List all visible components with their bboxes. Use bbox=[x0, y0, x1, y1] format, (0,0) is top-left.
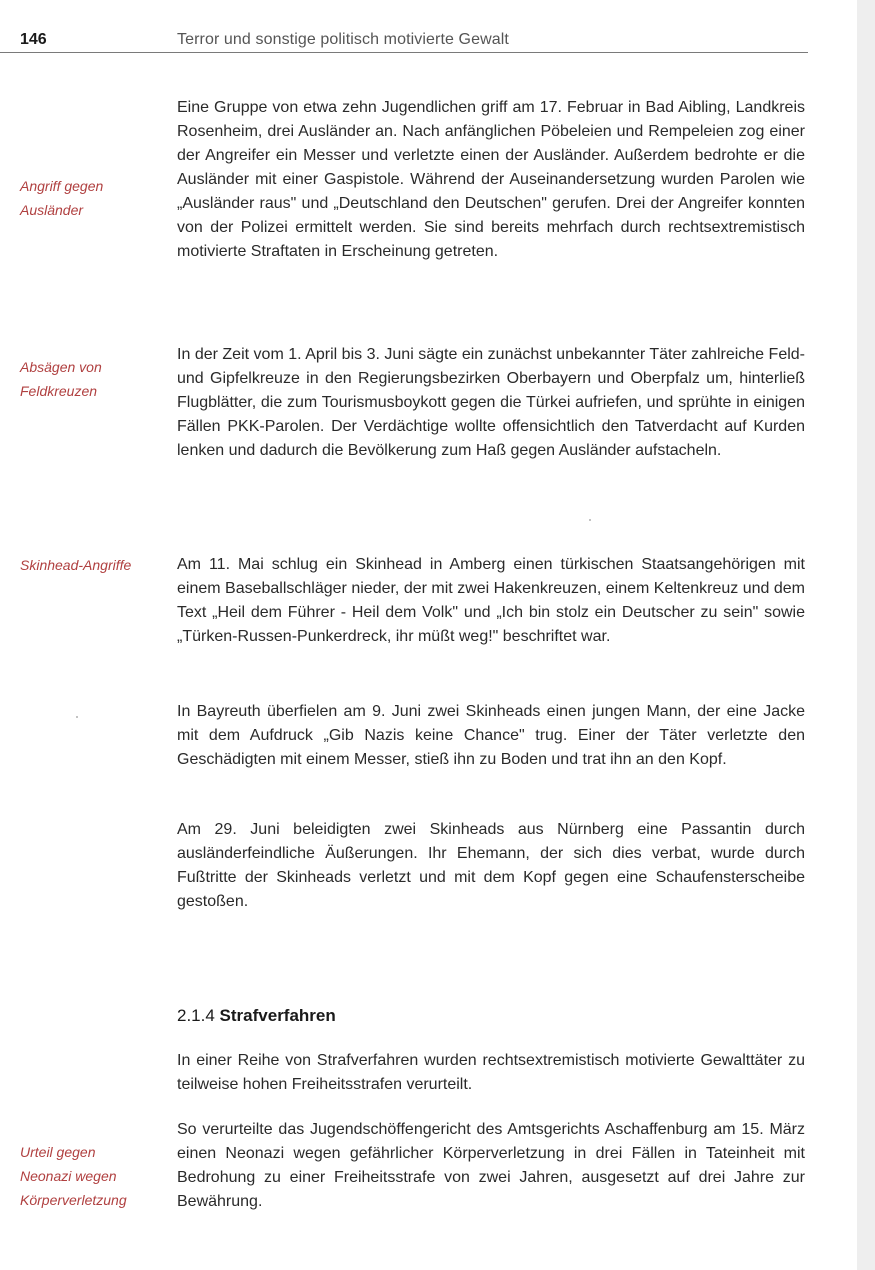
margin-note-angriff bbox=[20, 174, 170, 222]
paragraph-amberg bbox=[177, 553, 805, 649]
paragraph-angriff bbox=[177, 96, 805, 264]
margin-note-line: Körperverletzung bbox=[20, 1192, 127, 1208]
margin-note-line: Skinhead-Angriffe bbox=[20, 557, 132, 573]
paragraph-nuernberg bbox=[177, 818, 805, 914]
margin-note-line: Absägen von bbox=[20, 359, 102, 375]
section-number: 2.1.4 bbox=[177, 1006, 215, 1025]
margin-note-skinhead bbox=[20, 553, 170, 577]
section-heading bbox=[177, 1006, 336, 1026]
paragraph-text: Eine Gruppe von etwa zehn Jugendlichen griff am 17. Februar in Bad Aibling, Landkreis Rosenheim, drei Ausländer an. Nach anfänglichen Pöbeleien und Rempeleien zog einer der Angreifer ein Messer und verletzte einen der Ausländer. Außerdem bedrohte er die Ausländer mit einer Gaspistole. Während der Auseinandersetzung wurden Parolen wie „Ausländer raus" und „Deutschland den Deutschen" gerufen. Drei der Angreifer konnten von der Polizei ermittelt werden. Sie sind bereits mehrfach durch rechtsextremistisch motivierte Straftaten in Erscheinung getreten. bbox=[177, 99, 805, 260]
running-title: Terror und sonstige politisch motivierte Gewalt bbox=[177, 31, 509, 48]
paragraph-bayreuth bbox=[177, 700, 805, 772]
paragraph-text: In einer Reihe von Strafverfahren wurden rechtsextremistisch motivierte Gewalttäter zu teilweise hohen Freiheitsstrafen verurteilt. bbox=[177, 1052, 805, 1093]
page-number: 146 bbox=[20, 31, 47, 48]
scan-speck bbox=[76, 716, 78, 718]
section-title: Strafverfahren bbox=[219, 1006, 336, 1025]
page-header bbox=[0, 0, 808, 53]
margin-note-line: Neonazi wegen bbox=[20, 1168, 117, 1184]
margin-note-line: Ausländer bbox=[20, 202, 84, 218]
margin-note-line: Urteil gegen bbox=[20, 1144, 96, 1160]
margin-note-line: Feldkreuzen bbox=[20, 383, 98, 399]
paragraph-text: Am 11. Mai schlug ein Skinhead in Amberg einen türkischen Staatsangehörigen mit einem Baseballschläger nieder, der mit zwei Hakenkreuzen, einem Keltenkreuz und dem Text „Heil dem Führer - Heil dem Volk" und „Ich bin stolz ein Deutscher zu sein" sowie „Türken-Russen-Punkerdreck, ihr müßt weg!" beschriftet war. bbox=[177, 556, 805, 645]
scan-speck bbox=[589, 519, 591, 521]
margin-note-urteil bbox=[20, 1140, 170, 1212]
paragraph-urteil bbox=[177, 1118, 805, 1214]
paragraph-feldkreuze bbox=[177, 343, 805, 463]
paragraph-text: So verurteilte das Jugendschöffengericht des Amtsgerichts Aschaffenburg am 15. März einen Neonazi wegen gefährlicher Körperverletzung in drei Fällen in Tateinheit mit Bedrohung zu einer Freiheitsstrafe von zwei Jahren, ausgesetzt auf drei Jahre zur Bewährung. bbox=[177, 1121, 805, 1210]
paragraph-strafverfahren-intro bbox=[177, 1049, 805, 1097]
margin-note-line: Angriff gegen bbox=[20, 178, 104, 194]
page-edge-strip bbox=[857, 0, 875, 1270]
margin-note-feldkreuze bbox=[20, 355, 170, 403]
paragraph-text: In der Zeit vom 1. April bis 3. Juni sägte ein zunächst unbekannter Täter zahlreiche Feld- und Gipfelkreuze in den Regierungsbezirken Oberbayern und Oberpfalz um, hinterließ Flugblätter, die zum Tourismusboykott gegen die Türkei aufriefen, und sprühte in einigen Fällen PKK-Parolen. Der Verdächtige wollte offensichtlich den Tatverdacht auf Kurden lenken und dadurch die Bevölkerung zum Haß gegen Ausländer aufstacheln. bbox=[177, 346, 805, 459]
paragraph-text: In Bayreuth überfielen am 9. Juni zwei Skinheads einen jungen Mann, der eine Jacke mit dem Aufdruck „Gib Nazis keine Chance" trug. Einer der Täter verletzte den Geschädigten mit einem Messer, stieß ihn zu Boden und trat ihn an den Kopf. bbox=[177, 703, 805, 768]
paragraph-text: Am 29. Juni beleidigten zwei Skinheads aus Nürnberg eine Passantin durch ausländerfeindliche Äußerungen. Ihr Ehemann, der sich dies verbat, wurde durch Fußtritte der Skinheads verletzt und mit dem Kopf gegen eine Schaufensterscheibe gestoßen. bbox=[177, 821, 805, 910]
